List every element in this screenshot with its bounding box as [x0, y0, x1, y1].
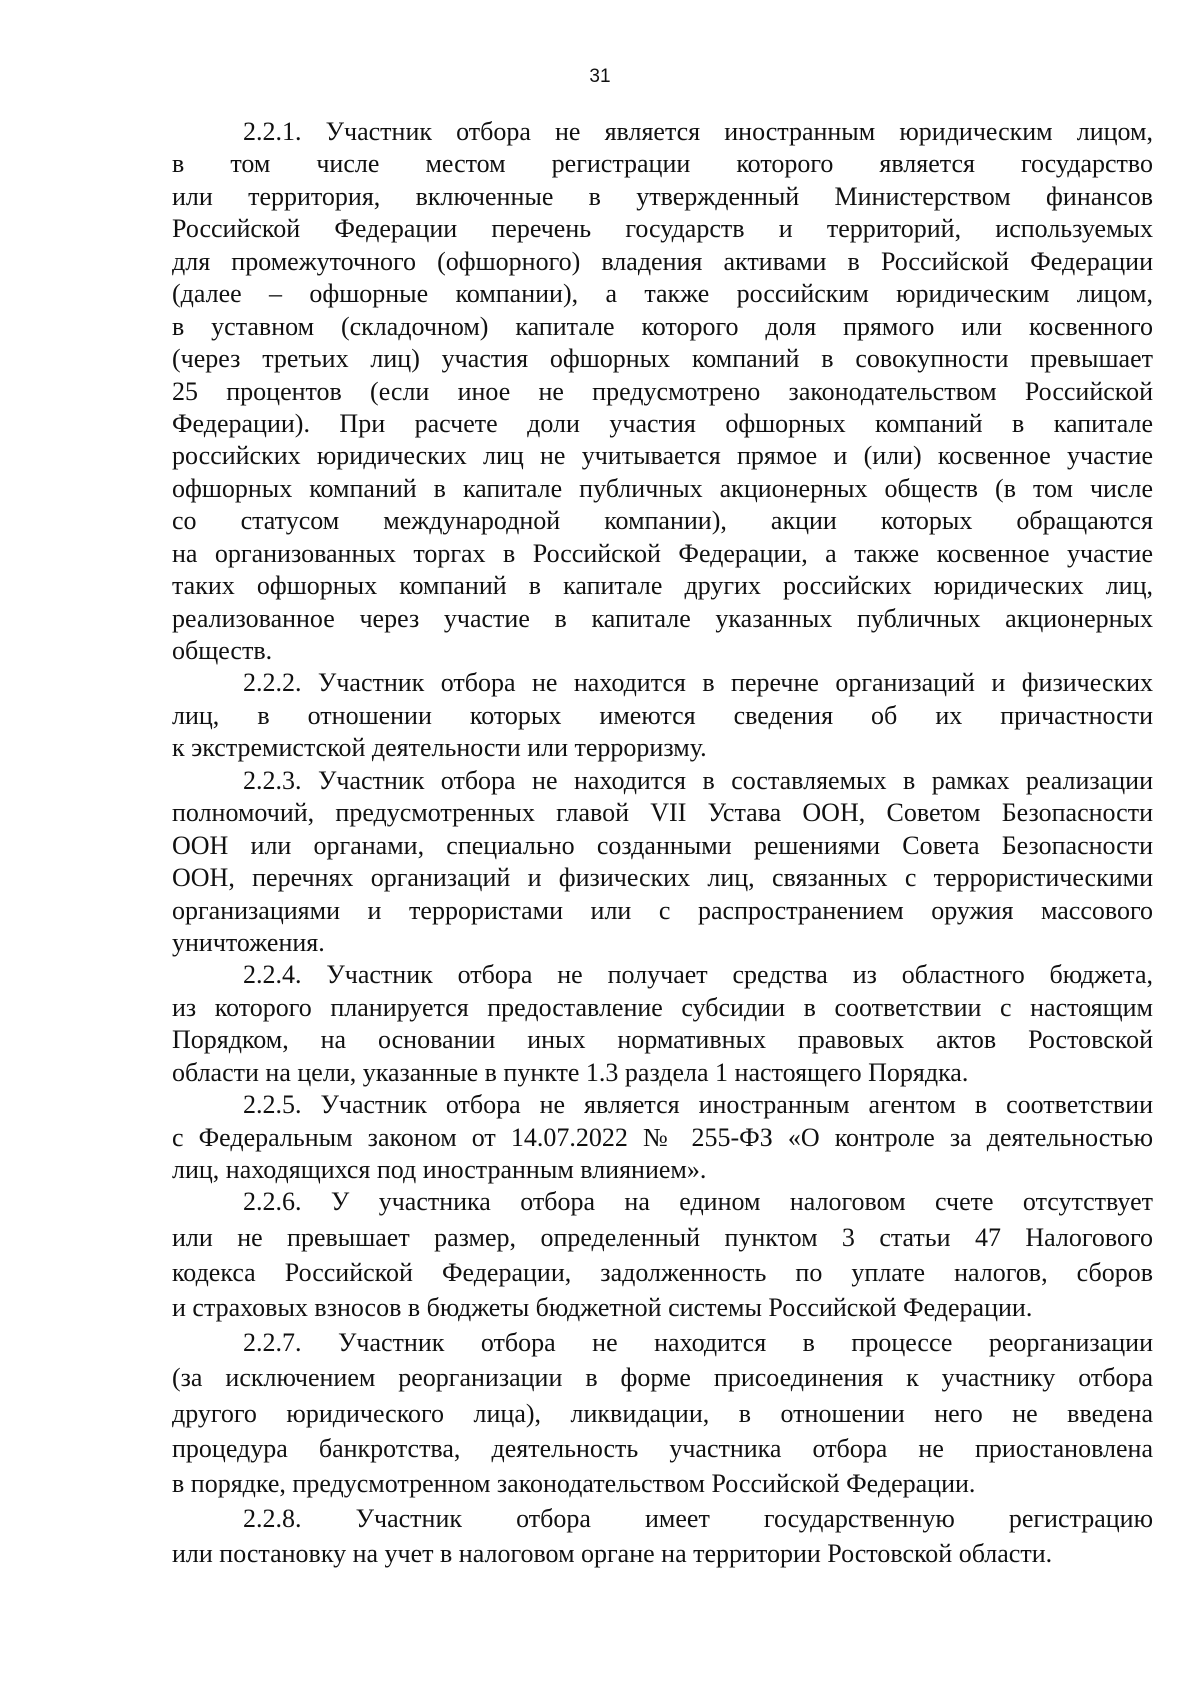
paragraph [172, 1327, 1153, 1503]
text-line: полномочий, предусмотренных главой VII Устава ООН, Советом Безопасности [172, 798, 1153, 828]
text-line: или не превышает размер, определенный пунктом 3 статьи 47 Налогового [172, 1222, 1153, 1252]
text-line: Федерации). При расчете доли участия офшорных компаний в капитале [172, 408, 1153, 438]
text-line: ООН, перечнях организаций и физических лиц, связанных с террористическими [172, 863, 1153, 893]
text-line: со статусом международной компании), акции которых обращаются [172, 506, 1153, 536]
paragraph [172, 667, 1153, 764]
paragraph [172, 959, 1153, 1089]
paragraph [172, 1089, 1153, 1186]
text-line: 2.2.2. Участник отбора не находится в перечне организаций и физических [243, 668, 1153, 698]
text-line: 2.2.4. Участник отбора не получает средства из областного бюджета, [243, 960, 1153, 990]
text-line: 2.2.6. У участника отбора на едином налоговом счете отсутствует [243, 1187, 1153, 1217]
text-line: в том числе местом регистрации которого является государство [172, 149, 1153, 179]
paragraph [172, 116, 1153, 667]
text-line: (за исключением реорганизации в форме присоединения к участнику отбора [172, 1363, 1153, 1393]
text-line: уничтожения. [172, 927, 325, 957]
text-line: таких офшорных компаний в капитале других российских юридических лиц, [172, 571, 1153, 601]
text-line: в порядке, предусмотренном законодательством Российской Федерации. [172, 1468, 976, 1498]
text-line: реализованное через участие в капитале указанных публичных акционерных [172, 603, 1153, 633]
text-line: 2.2.5. Участник отбора не является иностранным агентом в соответствии [243, 1090, 1153, 1120]
paragraph [172, 1503, 1153, 1573]
text-line: для промежуточного (офшорного) владения активами в Российской Федерации [172, 246, 1153, 276]
text-line: 2.2.7. Участник отбора не находится в процессе реорганизации [243, 1328, 1153, 1358]
text-line: 2.2.1. Участник отбора не является иностранным юридическим лицом, [243, 117, 1153, 146]
text-line: к экстремистской деятельности или терроризму. [172, 733, 707, 763]
text-line: (через третьих лиц) участия офшорных компаний в совокупности превышает [172, 344, 1153, 374]
text-line: офшорных компаний в капитале публичных акционерных обществ (в том числе [172, 473, 1153, 503]
document-body [172, 116, 1153, 1574]
text-line: на организованных торгах в Российской Федерации, а также косвенное участие [172, 538, 1153, 568]
text-line: лиц, находящихся под иностранным влиянием». [172, 1155, 707, 1184]
text-line: 2.2.3. Участник отбора не находится в составляемых в рамках реализации [243, 765, 1153, 795]
text-line: Российской Федерации перечень государств и территорий, используемых [172, 214, 1153, 244]
text-line: области на цели, указанные в пункте 1.3 раздела 1 настоящего Порядка. [172, 1057, 969, 1087]
text-line: или территория, включенные в утвержденный Министерством финансов [172, 181, 1153, 211]
paragraph [172, 765, 1153, 960]
text-line: или постановку на учет в налоговом органе на территории Ростовской области. [172, 1539, 1053, 1569]
text-line: ООН или органами, специально созданными решениями Совета Безопасности [172, 830, 1153, 860]
text-line: лиц, в отношении которых имеются сведения об их причастности [172, 700, 1153, 730]
text-line: из которого планируется предоставление субсидии в соответствии с настоящим [172, 992, 1153, 1022]
text-line: 25 процентов (если иное не предусмотрено законодательством Российской [172, 376, 1153, 406]
text-line: организациями и террористами или с распространением оружия массового [172, 895, 1153, 925]
text-line: и страховых взносов в бюджеты бюджетной системы Российской Федерации. [172, 1293, 1033, 1322]
text-line: российских юридических лиц не учитывается прямое и (или) косвенное участие [172, 441, 1153, 471]
text-line: 2.2.8. Участник отбора имеет государственную регистрацию [243, 1504, 1153, 1534]
text-line: в уставном (складочном) капитале которого доля прямого или косвенного [172, 311, 1153, 341]
text-line: другого юридического лица), ликвидации, в отношении него не введена [172, 1398, 1153, 1428]
text-line: обществ. [172, 636, 273, 665]
text-line: процедура банкротства, деятельность участника отбора не приостановлена [172, 1433, 1153, 1463]
text-line: кодекса Российской Федерации, задолженность по уплате налогов, сборов [172, 1257, 1153, 1287]
page-number: 31 [589, 66, 611, 87]
text-line: с Федеральным законом от 14.07.2022 № 255-ФЗ «О контроле за деятельностью [172, 1122, 1153, 1152]
paragraph [172, 1186, 1153, 1327]
text-line: Порядком, на основании иных нормативных правовых актов Ростовской [172, 1025, 1153, 1055]
text-line: (далее – офшорные компании), а также российским юридическим лицом, [172, 279, 1153, 309]
